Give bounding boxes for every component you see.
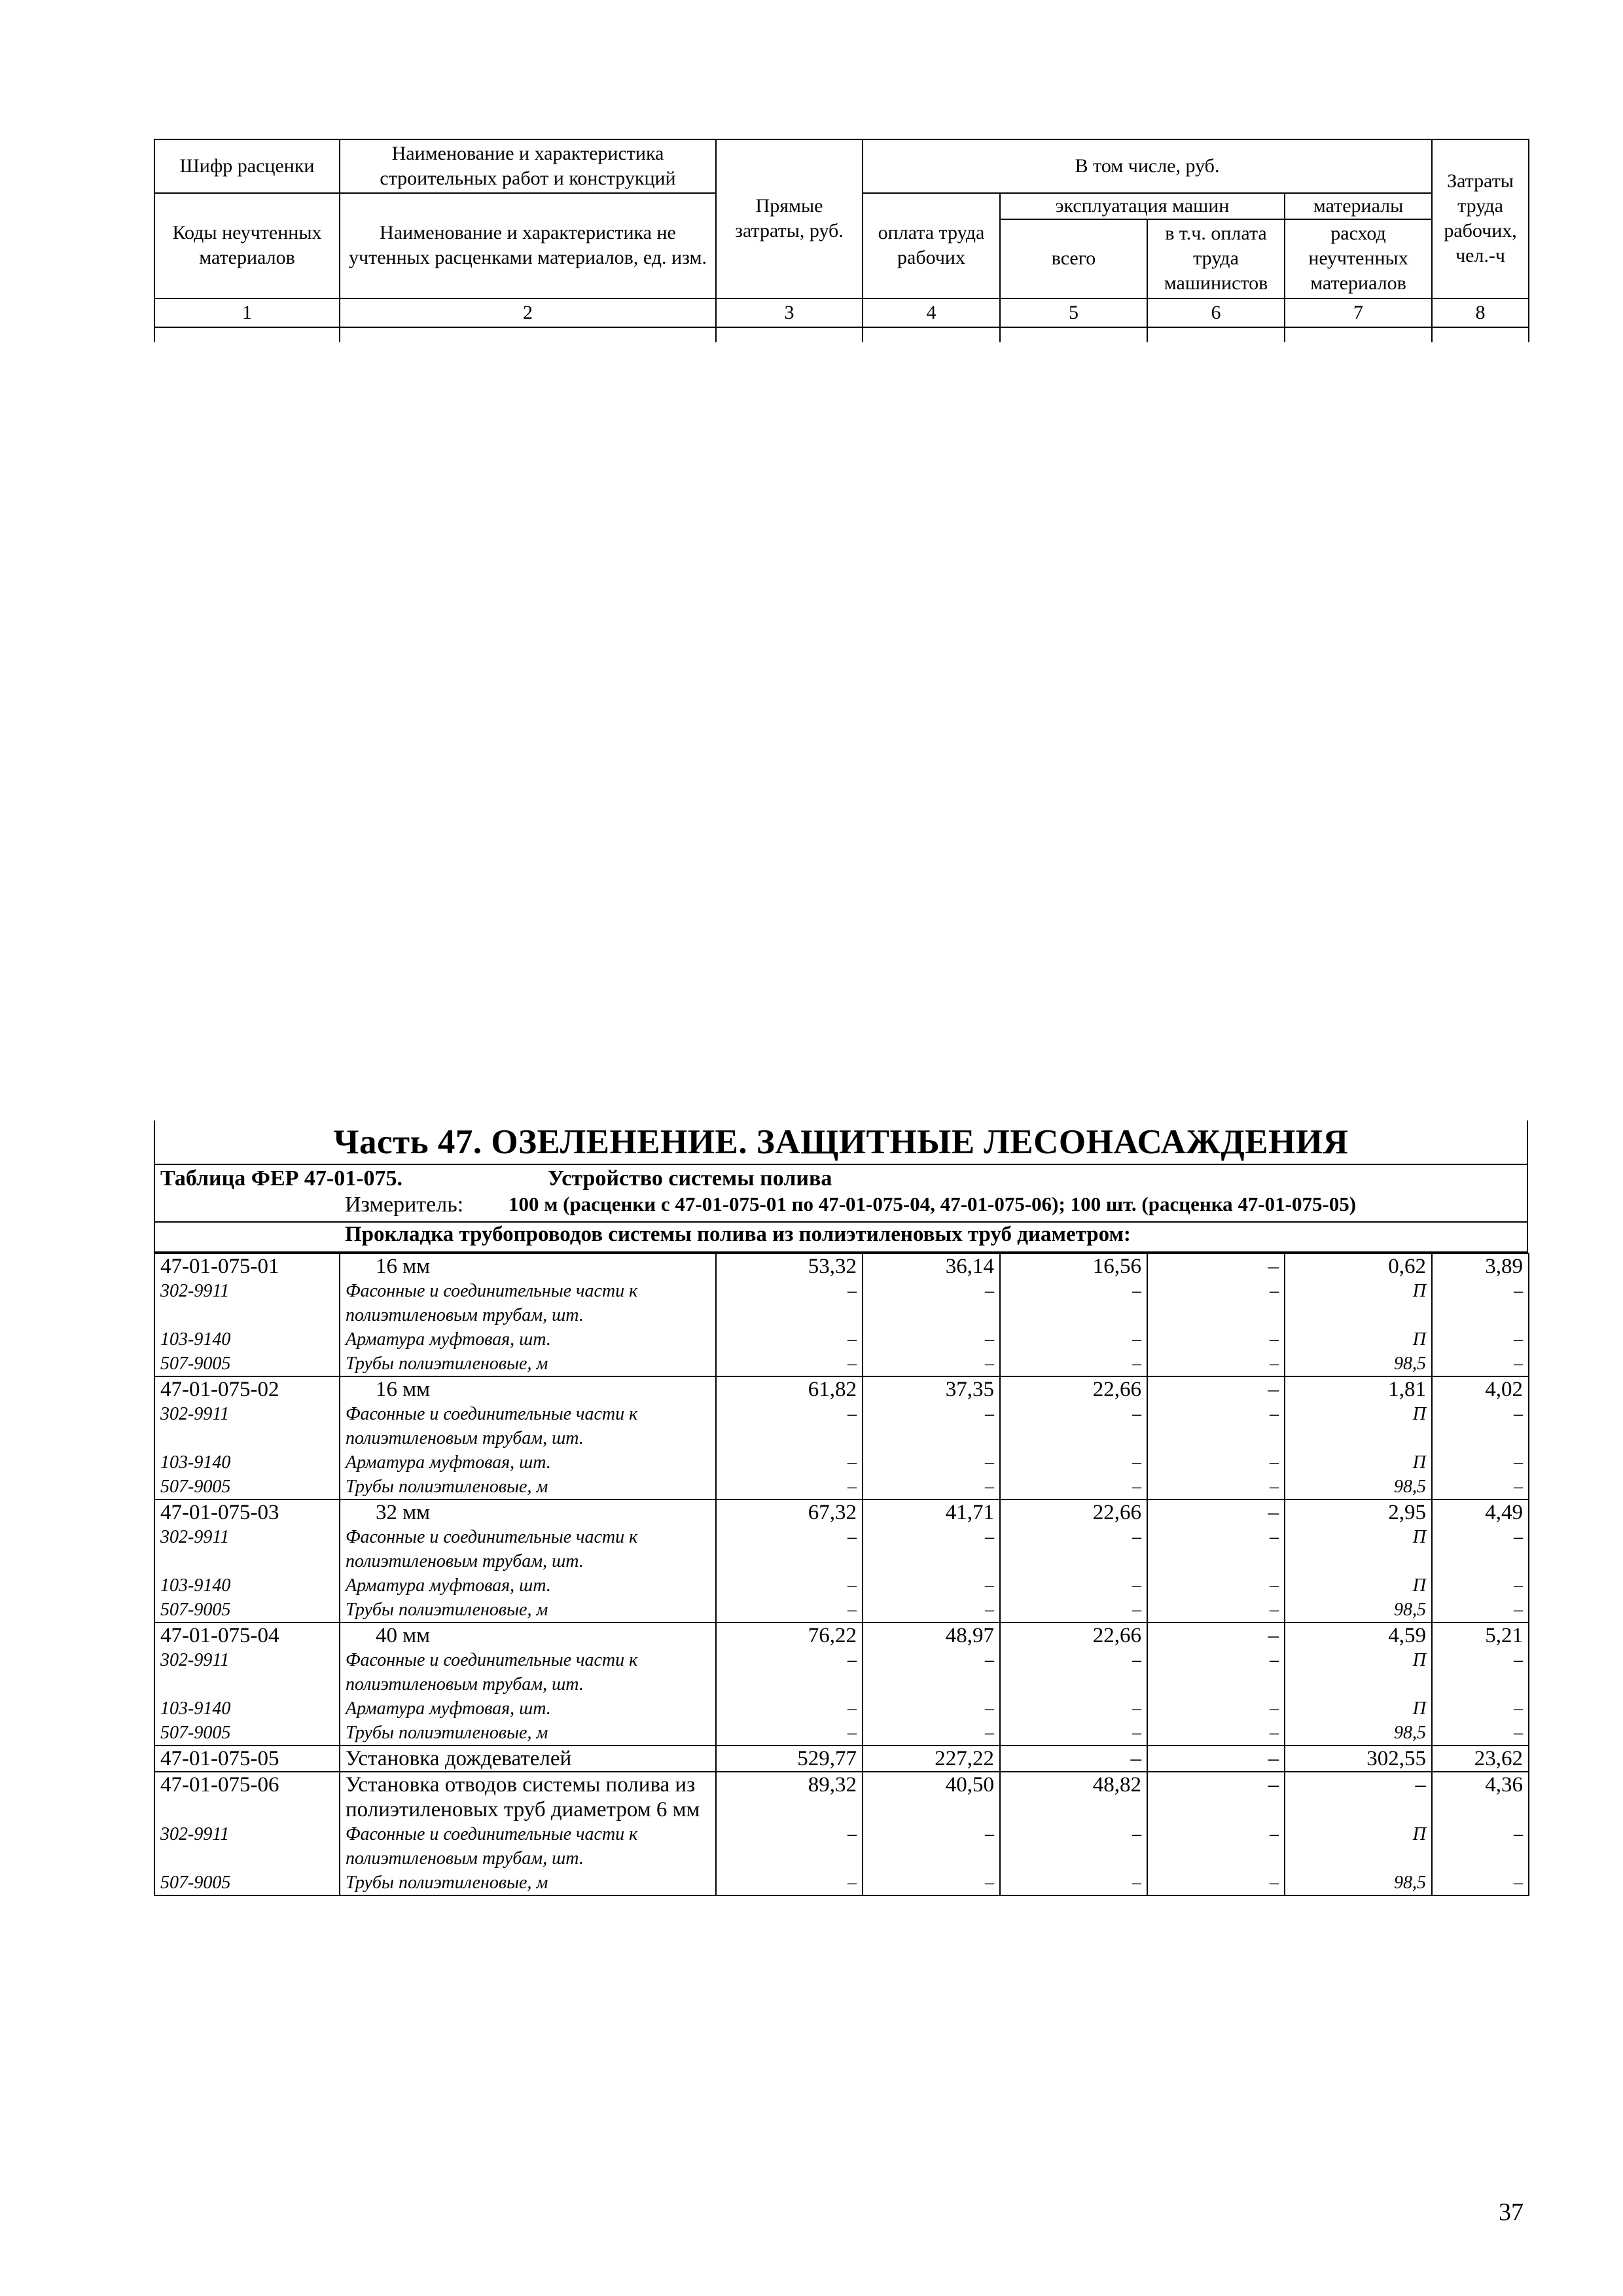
cell-labor: – xyxy=(1432,1648,1529,1696)
cell-name: 32 мм xyxy=(340,1499,716,1525)
cell-direct: – xyxy=(716,1573,863,1598)
cell-name: 40 мм xyxy=(340,1623,716,1648)
cell-labor: – xyxy=(1432,1402,1529,1450)
cell-machinist-pay: – xyxy=(1147,1746,1285,1772)
part-title: Часть 47. ОЗЕЛЕНЕНИЕ. ЗАЩИТНЫЕ ЛЕСОНАСАЖДЕНИЯ xyxy=(154,1121,1528,1164)
hdr-work-name: Наименование и характеристика строительных работ и конструкций xyxy=(340,139,716,193)
col-num: 1 xyxy=(154,298,340,327)
cell-machine-total: – xyxy=(1000,1279,1147,1327)
cell-machinist-pay: – xyxy=(1147,1822,1285,1871)
cell-name: Трубы полиэтиленовые, м xyxy=(340,1721,716,1746)
cell-direct: – xyxy=(716,1402,863,1450)
cell-name: Арматура муфтовая, шт. xyxy=(340,1573,716,1598)
cell-materials: П xyxy=(1285,1648,1432,1696)
cell-machine-total: – xyxy=(1000,1475,1147,1499)
cell-machine-total: – xyxy=(1000,1525,1147,1573)
cell-labor: 23,62 xyxy=(1432,1746,1529,1772)
cell-code: 302-9911 xyxy=(154,1648,340,1696)
cell-direct: – xyxy=(716,1279,863,1327)
cell-code: 507-9005 xyxy=(154,1721,340,1746)
hdr-material-names: Наименование и характеристика не учтенных расценками материалов, ед. изм. xyxy=(340,193,716,298)
meter-label: Измеритель: xyxy=(345,1193,464,1217)
cell-labor: – xyxy=(1432,1696,1529,1721)
cell-worker-pay: – xyxy=(863,1696,1000,1721)
cell-direct: – xyxy=(716,1721,863,1746)
cell-machinist-pay: – xyxy=(1147,1499,1285,1525)
cell-name: Фасонные и соединительные части к полиэтиленовым трубам, шт. xyxy=(340,1525,716,1573)
cell-code: 103-9140 xyxy=(154,1450,340,1475)
cell-code: 103-9140 xyxy=(154,1573,340,1598)
material-row xyxy=(154,1402,1529,1450)
cell-code: 47-01-075-03 xyxy=(154,1499,340,1525)
cell-code: 103-9140 xyxy=(154,1696,340,1721)
cell-materials: П xyxy=(1285,1573,1432,1598)
cell-materials: 302,55 xyxy=(1285,1746,1432,1772)
rate-table-block xyxy=(154,1121,1528,1896)
cell-name: 16 мм xyxy=(340,1376,716,1402)
table-name: Устройство системы полива xyxy=(548,1166,832,1191)
cell-direct: – xyxy=(716,1696,863,1721)
hdr-rate-code: Шифр расценки xyxy=(154,139,340,193)
rate-row xyxy=(154,1499,1529,1525)
material-row xyxy=(154,1721,1529,1746)
cell-direct: – xyxy=(716,1648,863,1696)
cell-name: Трубы полиэтиленовые, м xyxy=(340,1352,716,1376)
cell-name: Установка отводов системы полива из полиэтиленовых труб диаметром 6 мм xyxy=(340,1772,716,1822)
col-num: 2 xyxy=(340,298,716,327)
cell-materials: П xyxy=(1285,1327,1432,1352)
hdr-machine-total: всего xyxy=(1000,219,1147,298)
cell-code: 302-9911 xyxy=(154,1279,340,1327)
col-num: 5 xyxy=(1000,298,1147,327)
cell-machinist-pay: – xyxy=(1147,1871,1285,1895)
hdr-worker-pay: оплата труда рабочих xyxy=(863,193,1000,298)
cell-machinist-pay: – xyxy=(1147,1402,1285,1450)
cell-direct: – xyxy=(716,1525,863,1573)
cell-materials: П xyxy=(1285,1279,1432,1327)
cell-name: Фасонные и соединительные части к полиэтиленовым трубам, шт. xyxy=(340,1822,716,1871)
cell-machinist-pay: – xyxy=(1147,1648,1285,1696)
cell-code: 103-9140 xyxy=(154,1327,340,1352)
cell-machine-total: – xyxy=(1000,1450,1147,1475)
cell-materials: П xyxy=(1285,1822,1432,1871)
cell-machine-total: – xyxy=(1000,1352,1147,1376)
cell-machinist-pay: – xyxy=(1147,1696,1285,1721)
material-row xyxy=(154,1696,1529,1721)
rate-row xyxy=(154,1376,1529,1402)
cell-direct: 67,32 xyxy=(716,1499,863,1525)
rate-row xyxy=(154,1623,1529,1648)
cell-labor: – xyxy=(1432,1573,1529,1598)
cell-machine-total: – xyxy=(1000,1598,1147,1623)
cell-machine-total: – xyxy=(1000,1648,1147,1696)
material-row xyxy=(154,1525,1529,1573)
cell-direct: – xyxy=(716,1475,863,1499)
cell-materials: – xyxy=(1285,1772,1432,1822)
cell-direct: – xyxy=(716,1352,863,1376)
cell-code: 47-01-075-04 xyxy=(154,1623,340,1648)
hdr-material-usage: расход неучтенных материалов xyxy=(1285,219,1432,298)
cell-machine-total: 22,66 xyxy=(1000,1499,1147,1525)
hdr-machinist-pay: в т.ч. оплата труда машинистов xyxy=(1147,219,1285,298)
cell-machinist-pay: – xyxy=(1147,1573,1285,1598)
cell-worker-pay: – xyxy=(863,1721,1000,1746)
cell-materials: 98,5 xyxy=(1285,1475,1432,1499)
section-title: Прокладка трубопроводов системы полива из полиэтиленовых труб диаметром: xyxy=(345,1223,1131,1246)
cell-worker-pay: 48,97 xyxy=(863,1623,1000,1648)
cell-labor: 5,21 xyxy=(1432,1623,1529,1648)
cell-direct: – xyxy=(716,1327,863,1352)
cell-labor: 4,49 xyxy=(1432,1499,1529,1525)
cell-labor: – xyxy=(1432,1721,1529,1746)
cell-materials: П xyxy=(1285,1402,1432,1450)
cell-name: Трубы полиэтиленовые, м xyxy=(340,1871,716,1895)
hdr-machine-operation: эксплуатация машин xyxy=(1000,193,1285,219)
cell-direct: – xyxy=(716,1450,863,1475)
rate-row xyxy=(154,1253,1529,1279)
cell-materials: П xyxy=(1285,1450,1432,1475)
cell-direct: – xyxy=(716,1822,863,1871)
cell-labor: – xyxy=(1432,1822,1529,1871)
cell-machine-total: – xyxy=(1000,1746,1147,1772)
cell-worker-pay: 40,50 xyxy=(863,1772,1000,1822)
cell-worker-pay: – xyxy=(863,1475,1000,1499)
col-num: 6 xyxy=(1147,298,1285,327)
cell-machine-total: – xyxy=(1000,1822,1147,1871)
cell-name: Фасонные и соединительные части к полиэтиленовым трубам, шт. xyxy=(340,1279,716,1327)
cell-worker-pay: 37,35 xyxy=(863,1376,1000,1402)
material-row xyxy=(154,1450,1529,1475)
cell-worker-pay: – xyxy=(863,1352,1000,1376)
cell-labor: 4,36 xyxy=(1432,1772,1529,1822)
cell-labor: – xyxy=(1432,1327,1529,1352)
material-row xyxy=(154,1871,1529,1895)
cell-machine-total: – xyxy=(1000,1871,1147,1895)
cell-machinist-pay: – xyxy=(1147,1475,1285,1499)
cell-machinist-pay: – xyxy=(1147,1525,1285,1573)
cell-materials: 0,62 xyxy=(1285,1253,1432,1279)
table-heading xyxy=(154,1164,1528,1253)
cell-machine-total: 48,82 xyxy=(1000,1772,1147,1822)
cell-machine-total: – xyxy=(1000,1696,1147,1721)
cell-labor: 4,02 xyxy=(1432,1376,1529,1402)
cell-name: Арматура муфтовая, шт. xyxy=(340,1327,716,1352)
cell-machinist-pay: – xyxy=(1147,1376,1285,1402)
cell-code: 302-9911 xyxy=(154,1525,340,1573)
cell-materials: 98,5 xyxy=(1285,1721,1432,1746)
table-title: Таблица ФЕР 47-01-075. xyxy=(160,1166,403,1191)
cell-worker-pay: – xyxy=(863,1573,1000,1598)
cell-machine-total: – xyxy=(1000,1327,1147,1352)
cell-worker-pay: – xyxy=(863,1822,1000,1871)
cell-materials: 98,5 xyxy=(1285,1871,1432,1895)
cell-labor: – xyxy=(1432,1450,1529,1475)
cell-labor: – xyxy=(1432,1525,1529,1573)
cell-labor: – xyxy=(1432,1871,1529,1895)
cell-worker-pay: – xyxy=(863,1327,1000,1352)
cell-worker-pay: 41,71 xyxy=(863,1499,1000,1525)
cell-code: 47-01-075-01 xyxy=(154,1253,340,1279)
material-row xyxy=(154,1475,1529,1499)
hdr-direct-costs: Прямые затраты, руб. xyxy=(716,139,863,298)
col-num: 3 xyxy=(716,298,863,327)
cell-code: 302-9911 xyxy=(154,1402,340,1450)
cell-code: 47-01-075-02 xyxy=(154,1376,340,1402)
cell-name: Установка дождевателей xyxy=(340,1746,716,1772)
cell-materials: 2,95 xyxy=(1285,1499,1432,1525)
material-row xyxy=(154,1648,1529,1696)
material-row xyxy=(154,1822,1529,1871)
cell-materials: П xyxy=(1285,1696,1432,1721)
cell-worker-pay: – xyxy=(863,1525,1000,1573)
hdr-including: В том числе, руб. xyxy=(863,139,1432,193)
cell-direct: 53,32 xyxy=(716,1253,863,1279)
cell-materials: 1,81 xyxy=(1285,1376,1432,1402)
page-number: 37 xyxy=(1499,2198,1524,2226)
cell-worker-pay: – xyxy=(863,1648,1000,1696)
cell-name: Фасонные и соединительные части к полиэтиленовым трубам, шт. xyxy=(340,1648,716,1696)
column-numbers-row xyxy=(154,298,1529,327)
material-row xyxy=(154,1327,1529,1352)
col-num: 4 xyxy=(863,298,1000,327)
cell-direct: – xyxy=(716,1871,863,1895)
cell-code: 302-9911 xyxy=(154,1822,340,1871)
cell-labor: – xyxy=(1432,1279,1529,1327)
cell-code: 47-01-075-06 xyxy=(154,1772,340,1822)
cell-name: Трубы полиэтиленовые, м xyxy=(340,1598,716,1623)
cell-code: 47-01-075-05 xyxy=(154,1746,340,1772)
cell-name: 16 мм xyxy=(340,1253,716,1279)
cell-machine-total: 16,56 xyxy=(1000,1253,1147,1279)
cell-labor: – xyxy=(1432,1352,1529,1376)
cell-labor: – xyxy=(1432,1475,1529,1499)
hdr-materials: материалы xyxy=(1285,193,1432,219)
cell-machinist-pay: – xyxy=(1147,1598,1285,1623)
cell-direct: 76,22 xyxy=(716,1623,863,1648)
cell-materials: 4,59 xyxy=(1285,1623,1432,1648)
cell-labor: 3,89 xyxy=(1432,1253,1529,1279)
cell-materials: 98,5 xyxy=(1285,1352,1432,1376)
column-header-table xyxy=(154,139,1529,342)
material-row xyxy=(154,1279,1529,1327)
rate-row xyxy=(154,1746,1529,1772)
cell-machinist-pay: – xyxy=(1147,1253,1285,1279)
cell-name: Арматура муфтовая, шт. xyxy=(340,1450,716,1475)
cell-worker-pay: – xyxy=(863,1279,1000,1327)
col-num: 7 xyxy=(1285,298,1432,327)
cell-machinist-pay: – xyxy=(1147,1772,1285,1822)
cell-code: 507-9005 xyxy=(154,1352,340,1376)
meter-value: 100 м (расценки с 47-01-075-01 по 47-01-075-04, 47-01-075-06); 100 шт. (расценка 47-01-075-05) xyxy=(508,1193,1357,1215)
cell-machinist-pay: – xyxy=(1147,1279,1285,1327)
cell-name: Арматура муфтовая, шт. xyxy=(340,1696,716,1721)
cell-name: Трубы полиэтиленовые, м xyxy=(340,1475,716,1499)
cell-worker-pay: – xyxy=(863,1402,1000,1450)
rate-row xyxy=(154,1772,1529,1822)
material-row xyxy=(154,1598,1529,1623)
cell-code: 507-9005 xyxy=(154,1475,340,1499)
cell-machine-total: 22,66 xyxy=(1000,1376,1147,1402)
material-row xyxy=(154,1573,1529,1598)
cell-machine-total: – xyxy=(1000,1402,1147,1450)
cell-machinist-pay: – xyxy=(1147,1352,1285,1376)
cell-worker-pay: – xyxy=(863,1450,1000,1475)
cell-machine-total: 22,66 xyxy=(1000,1623,1147,1648)
material-row xyxy=(154,1352,1529,1376)
cell-name: Фасонные и соединительные части к полиэтиленовым трубам, шт. xyxy=(340,1402,716,1450)
cell-code: 507-9005 xyxy=(154,1871,340,1895)
cell-machine-total: – xyxy=(1000,1721,1147,1746)
cell-machinist-pay: – xyxy=(1147,1721,1285,1746)
cell-direct: – xyxy=(716,1598,863,1623)
cell-worker-pay: – xyxy=(863,1871,1000,1895)
hdr-material-codes: Коды неучтенных материалов xyxy=(154,193,340,298)
cell-materials: П xyxy=(1285,1525,1432,1573)
cell-machinist-pay: – xyxy=(1147,1623,1285,1648)
col-num: 8 xyxy=(1432,298,1529,327)
cell-machinist-pay: – xyxy=(1147,1327,1285,1352)
cell-labor: – xyxy=(1432,1598,1529,1623)
cell-worker-pay: 36,14 xyxy=(863,1253,1000,1279)
cell-direct: 61,82 xyxy=(716,1376,863,1402)
cell-direct: 529,77 xyxy=(716,1746,863,1772)
cell-direct: 89,32 xyxy=(716,1772,863,1822)
cell-machine-total: – xyxy=(1000,1573,1147,1598)
cell-machinist-pay: – xyxy=(1147,1450,1285,1475)
cell-worker-pay: – xyxy=(863,1598,1000,1623)
cell-code: 507-9005 xyxy=(154,1598,340,1623)
hdr-labor-costs: Затраты труда рабочих, чел.-ч xyxy=(1432,139,1529,298)
cell-worker-pay: 227,22 xyxy=(863,1746,1000,1772)
rates-table xyxy=(154,1253,1529,1896)
cell-materials: 98,5 xyxy=(1285,1598,1432,1623)
